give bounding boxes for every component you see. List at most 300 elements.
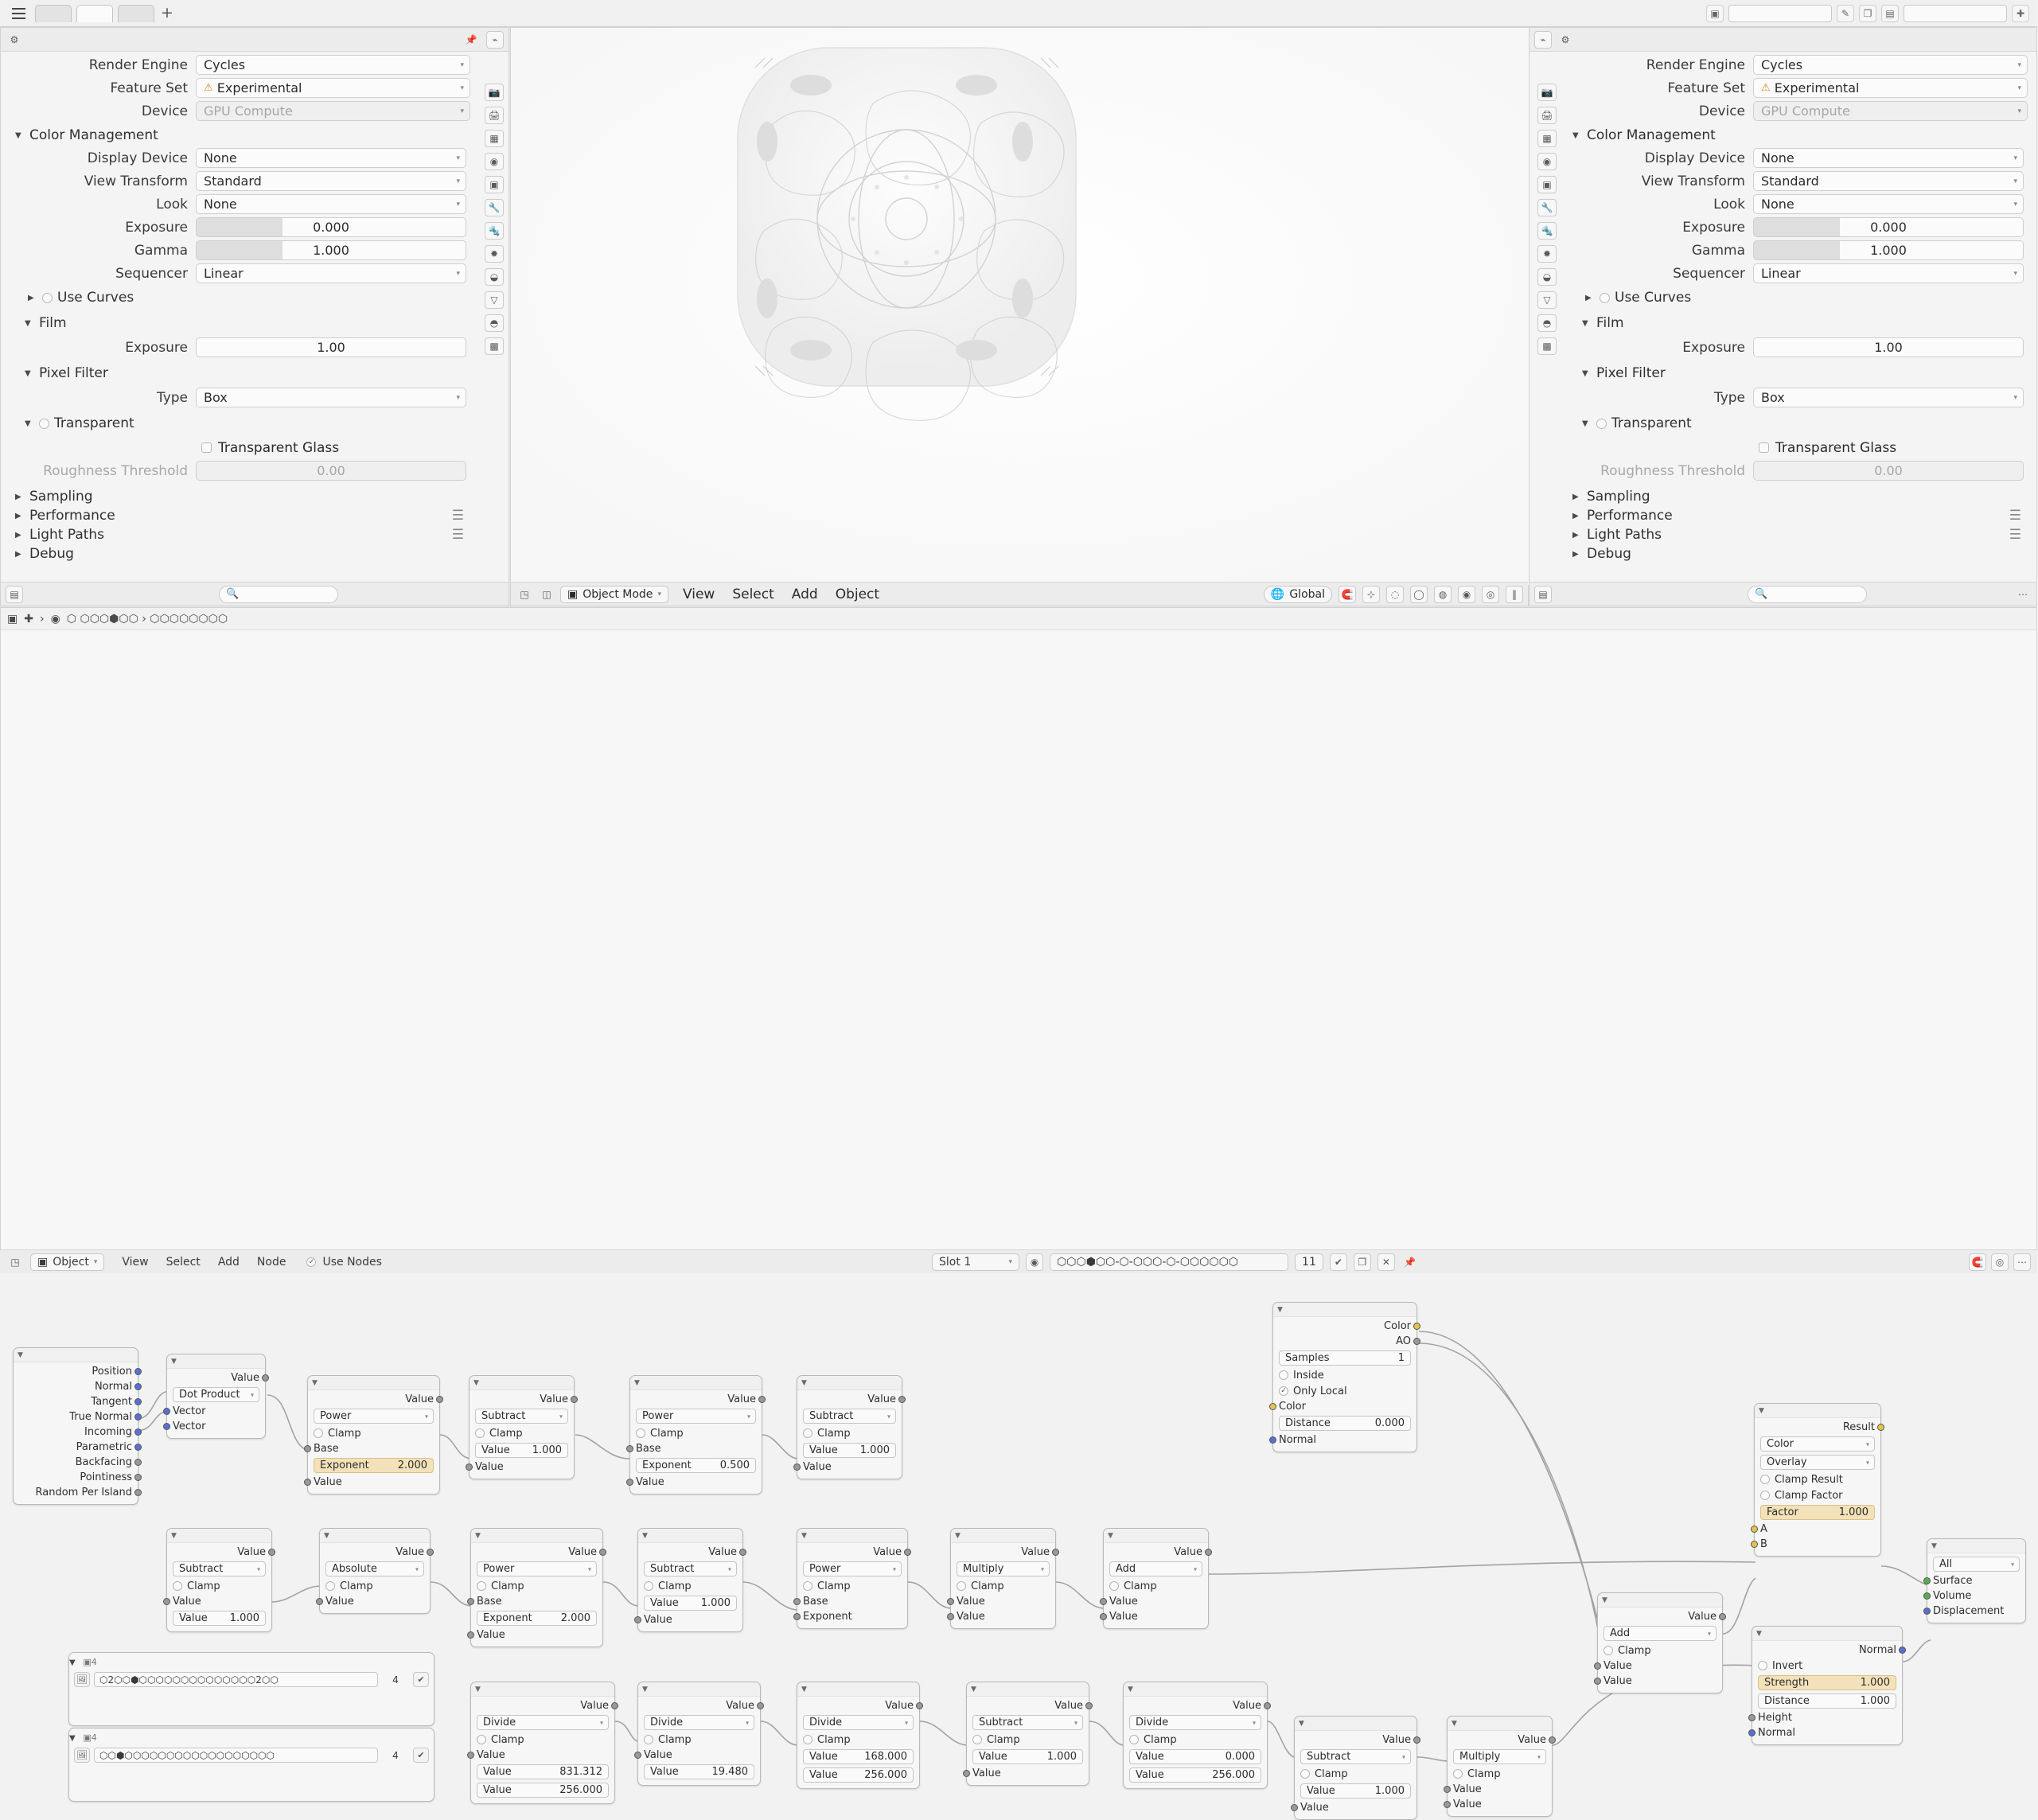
socket-in[interactable] bbox=[1269, 1403, 1276, 1410]
shader-node-editor[interactable] bbox=[0, 607, 2037, 1814]
node-socket-row[interactable] bbox=[173, 1372, 259, 1384]
fake-user-icon[interactable]: ✔ bbox=[413, 1748, 429, 1763]
node-socket-row[interactable] bbox=[173, 1546, 266, 1558]
preset-icon[interactable]: ☰ bbox=[2009, 508, 2021, 524]
clamp-toggle[interactable] bbox=[314, 1427, 434, 1440]
operation-dropdown[interactable] bbox=[644, 1561, 737, 1576]
socket-in[interactable] bbox=[304, 1479, 311, 1486]
tab-output[interactable]: 🖨 bbox=[485, 107, 504, 124]
node-header[interactable] bbox=[797, 1376, 902, 1390]
menu-view[interactable]: View bbox=[122, 1255, 149, 1269]
view-transform-dropdown[interactable] bbox=[196, 171, 466, 191]
tab-constraints[interactable]: ▽ bbox=[1537, 291, 1557, 309]
node-math-subtract-6[interactable] bbox=[1294, 1716, 1417, 1820]
node-socket-row[interactable] bbox=[477, 1629, 597, 1641]
socket-in[interactable] bbox=[467, 1752, 474, 1759]
socket-in[interactable] bbox=[466, 1463, 473, 1471]
node-socket-row[interactable] bbox=[1109, 1596, 1202, 1608]
node-socket-row[interactable] bbox=[803, 1611, 902, 1623]
socket-in[interactable] bbox=[947, 1598, 954, 1605]
node-header[interactable] bbox=[1752, 1627, 1902, 1641]
browse-image-icon[interactable]: 🖼 bbox=[74, 1748, 90, 1763]
clamp-toggle[interactable] bbox=[803, 1580, 902, 1592]
transparent-toggle[interactable] bbox=[39, 419, 49, 429]
node-socket-row[interactable] bbox=[325, 1546, 424, 1558]
node-header[interactable] bbox=[797, 1529, 907, 1543]
socket-out[interactable] bbox=[571, 1396, 578, 1403]
add-workspace-button[interactable]: + bbox=[161, 4, 173, 21]
fake-user-icon[interactable]: ✔ bbox=[1330, 1253, 1347, 1271]
exponent-field[interactable] bbox=[314, 1458, 434, 1473]
clamp-toggle[interactable] bbox=[644, 1733, 754, 1746]
clamp-toggle[interactable] bbox=[1300, 1767, 1411, 1780]
section-color-management[interactable] bbox=[1, 126, 478, 145]
scene-field[interactable] bbox=[1728, 5, 1832, 22]
new-scene-icon[interactable]: ✎ bbox=[1837, 5, 1854, 22]
look-dropdown[interactable] bbox=[1753, 194, 2024, 214]
socket-in[interactable] bbox=[1923, 1592, 1931, 1600]
tab-scene[interactable]: ◉ bbox=[1537, 153, 1557, 170]
editor-type-icon[interactable]: ⚙ bbox=[10, 33, 19, 45]
socket-in[interactable] bbox=[1269, 1436, 1276, 1444]
node-socket-row[interactable] bbox=[314, 1443, 434, 1455]
editor-type-icon[interactable]: ◳ bbox=[10, 1256, 20, 1268]
workspace-tab-3[interactable] bbox=[118, 5, 154, 22]
material-users-count[interactable]: 11 bbox=[1295, 1253, 1323, 1271]
section-use-curves[interactable] bbox=[1558, 288, 2036, 307]
device-dropdown[interactable] bbox=[1753, 101, 2028, 121]
node-socket-row[interactable] bbox=[803, 1461, 896, 1473]
section-performance[interactable] bbox=[1, 506, 478, 525]
transparent-glass-checkbox[interactable] bbox=[201, 442, 212, 453]
socket-in[interactable] bbox=[1751, 1526, 1758, 1533]
blend-mode-dropdown[interactable] bbox=[1760, 1455, 1875, 1470]
socket-out[interactable] bbox=[739, 1549, 746, 1556]
socket-out[interactable] bbox=[611, 1702, 618, 1709]
workspace-tab-2[interactable] bbox=[76, 5, 113, 22]
socket-out[interactable] bbox=[134, 1474, 142, 1481]
node-socket-row[interactable] bbox=[1760, 1523, 1875, 1535]
clamp-toggle[interactable] bbox=[173, 1580, 266, 1592]
node-socket-row[interactable] bbox=[477, 1749, 609, 1761]
node-image-texture-2[interactable] bbox=[68, 1728, 434, 1802]
node-socket-row[interactable] bbox=[19, 1396, 132, 1408]
node-socket-row[interactable] bbox=[325, 1596, 424, 1608]
node-socket-row[interactable] bbox=[477, 1700, 609, 1712]
add-node-icon[interactable]: ✚ bbox=[24, 612, 33, 626]
pin-icon[interactable]: 📌 bbox=[465, 33, 477, 45]
section-use-curves[interactable] bbox=[1, 288, 478, 307]
render-engine-dropdown[interactable] bbox=[196, 55, 470, 75]
tab-particles[interactable]: ✹ bbox=[485, 245, 504, 263]
socket-out[interactable] bbox=[1205, 1549, 1212, 1556]
node-socket-row[interactable] bbox=[19, 1487, 132, 1498]
node-math-add-2[interactable] bbox=[1597, 1592, 1723, 1693]
shading-material-icon[interactable]: ◉ bbox=[1458, 586, 1475, 603]
node-socket-row[interactable] bbox=[19, 1456, 132, 1468]
value-field[interactable] bbox=[477, 1764, 609, 1779]
node-math-subtract-1[interactable] bbox=[469, 1375, 575, 1479]
node-socket-row[interactable] bbox=[475, 1461, 568, 1473]
editor-type-icon[interactable]: ⚙ bbox=[1561, 33, 1570, 45]
editor-type-icon[interactable]: ◳ bbox=[520, 588, 529, 600]
snap-magnet-icon[interactable]: 🧲 bbox=[1339, 586, 1356, 603]
operation-dropdown[interactable] bbox=[803, 1409, 896, 1424]
distance-field[interactable] bbox=[1279, 1416, 1411, 1431]
node-mix-rgb-overlay[interactable] bbox=[1754, 1403, 1881, 1557]
samples-field[interactable] bbox=[1279, 1350, 1411, 1366]
node-math-multiply-1[interactable] bbox=[950, 1528, 1056, 1629]
browse-image-icon[interactable]: 🖼 bbox=[74, 1672, 90, 1687]
socket-out[interactable] bbox=[427, 1549, 434, 1556]
tab-data[interactable]: ◓ bbox=[1537, 314, 1557, 332]
node-header[interactable] bbox=[630, 1376, 762, 1390]
copy-scene-icon[interactable]: ❐ bbox=[1859, 5, 1876, 22]
view-transform-dropdown[interactable] bbox=[1753, 171, 2024, 191]
node-header[interactable] bbox=[14, 1348, 138, 1362]
workspace-tab-1[interactable] bbox=[35, 5, 72, 22]
transparent-glass-checkbox[interactable] bbox=[1759, 442, 1769, 453]
operation-dropdown[interactable] bbox=[1453, 1749, 1546, 1764]
node-socket-row[interactable] bbox=[1279, 1335, 1411, 1347]
section-debug[interactable] bbox=[1, 544, 478, 563]
node-socket-row[interactable] bbox=[636, 1476, 756, 1488]
node-socket-row[interactable] bbox=[477, 1596, 597, 1608]
node-material-output[interactable] bbox=[1927, 1538, 2026, 1623]
socket-out[interactable] bbox=[134, 1459, 142, 1466]
node-socket-row[interactable] bbox=[644, 1749, 754, 1761]
tab-modifiers[interactable]: 🔩 bbox=[485, 222, 504, 240]
image-name-field[interactable]: ⬡2⬡⬡⬢⬡⬡⬡⬡⬡⬡⬡⬡⬡⬡⬡⬡⬡⬡2⬡⬡ bbox=[94, 1672, 378, 1687]
roughness-threshold-field[interactable]: 0.00 bbox=[1753, 461, 2024, 481]
image-selector-row[interactable] bbox=[69, 1669, 434, 1690]
menu-select[interactable]: Select bbox=[166, 1255, 201, 1269]
node-socket-row[interactable] bbox=[19, 1426, 132, 1438]
tool-icon[interactable]: ⌁ bbox=[1534, 31, 1552, 49]
socket-in[interactable] bbox=[163, 1423, 170, 1430]
look-dropdown[interactable] bbox=[196, 194, 466, 214]
preset-icon[interactable]: ☰ bbox=[2009, 527, 2021, 543]
socket-out[interactable] bbox=[1899, 1647, 1906, 1654]
socket-in[interactable] bbox=[1748, 1714, 1755, 1721]
operation-dropdown[interactable] bbox=[803, 1561, 902, 1576]
operation-dropdown[interactable] bbox=[972, 1715, 1083, 1730]
value-field[interactable] bbox=[475, 1443, 568, 1458]
node-math-multiply-2[interactable] bbox=[1447, 1716, 1553, 1817]
operation-dropdown[interactable] bbox=[803, 1715, 914, 1730]
socket-out[interactable] bbox=[898, 1396, 906, 1403]
material-name-field[interactable] bbox=[1050, 1253, 1288, 1271]
node-socket-row[interactable] bbox=[19, 1381, 132, 1393]
node-socket-row[interactable] bbox=[1279, 1320, 1411, 1332]
operation-dropdown[interactable] bbox=[475, 1409, 568, 1424]
clamp-toggle[interactable] bbox=[477, 1580, 597, 1592]
node-socket-row[interactable] bbox=[1760, 1421, 1875, 1433]
socket-in[interactable] bbox=[626, 1445, 633, 1452]
pixel-filter-type-dropdown[interactable] bbox=[196, 388, 466, 407]
node-header[interactable] bbox=[320, 1529, 430, 1543]
value-field[interactable] bbox=[803, 1767, 914, 1783]
node-header[interactable] bbox=[69, 1728, 434, 1744]
clamp-toggle[interactable] bbox=[972, 1733, 1083, 1746]
node-socket-row[interactable] bbox=[1453, 1734, 1546, 1746]
socket-in[interactable] bbox=[626, 1479, 633, 1486]
node-header[interactable] bbox=[951, 1529, 1055, 1543]
node-socket-row[interactable] bbox=[1279, 1401, 1411, 1413]
invert-toggle[interactable] bbox=[1758, 1659, 1896, 1672]
value-field[interactable] bbox=[173, 1611, 266, 1626]
tab-physics[interactable]: ◒ bbox=[485, 268, 504, 286]
socket-in[interactable] bbox=[793, 1598, 801, 1605]
tab-data[interactable]: ◓ bbox=[485, 314, 504, 332]
node-image-texture-1[interactable] bbox=[68, 1652, 434, 1726]
tab-material[interactable]: ▩ bbox=[1537, 337, 1557, 355]
value-field[interactable] bbox=[1129, 1749, 1261, 1764]
roughness-threshold-field[interactable]: 0.00 bbox=[196, 461, 466, 481]
preset-icon[interactable]: ☰ bbox=[451, 508, 464, 524]
node-math-divide-4[interactable] bbox=[1123, 1682, 1268, 1789]
node-socket-row[interactable] bbox=[644, 1700, 754, 1712]
options-icon[interactable]: ⋯ bbox=[2018, 588, 2028, 600]
node-header[interactable] bbox=[471, 1529, 602, 1543]
section-pixel-filter[interactable] bbox=[1558, 364, 2036, 383]
distance-field[interactable] bbox=[1758, 1693, 1896, 1709]
operation-dropdown[interactable] bbox=[477, 1561, 597, 1576]
socket-in[interactable] bbox=[1100, 1598, 1107, 1605]
exponent-field[interactable] bbox=[636, 1458, 756, 1473]
node-math-subtract-3[interactable] bbox=[166, 1528, 272, 1632]
node-socket-row[interactable] bbox=[19, 1441, 132, 1453]
shading-wireframe-icon[interactable]: ◯ bbox=[1410, 586, 1428, 603]
node-math-power-3[interactable] bbox=[470, 1528, 603, 1647]
sequencer-dropdown[interactable] bbox=[196, 263, 466, 283]
node-socket-row[interactable] bbox=[957, 1596, 1050, 1608]
socket-out[interactable] bbox=[1719, 1613, 1726, 1620]
node-socket-row[interactable] bbox=[1300, 1734, 1411, 1746]
socket-in[interactable] bbox=[316, 1598, 323, 1605]
tab-world[interactable]: ▣ bbox=[1537, 176, 1557, 193]
operation-dropdown[interactable] bbox=[325, 1561, 424, 1576]
tab-render[interactable]: 📷 bbox=[485, 84, 504, 101]
socket-in[interactable] bbox=[1923, 1608, 1931, 1615]
node-socket-row[interactable] bbox=[1604, 1611, 1717, 1623]
node-socket-row[interactable] bbox=[1453, 1799, 1546, 1810]
proportional-edit-icon[interactable]: ◌ bbox=[1386, 586, 1404, 603]
transform-orientation-dropdown[interactable] bbox=[1264, 586, 1332, 603]
browse-material-icon[interactable]: ◉ bbox=[1026, 1253, 1043, 1271]
search-input[interactable]: 🔍 bbox=[219, 586, 338, 603]
operation-dropdown[interactable] bbox=[1129, 1715, 1261, 1730]
clamp-toggle[interactable] bbox=[1453, 1767, 1546, 1780]
section-transparent[interactable] bbox=[1558, 414, 2036, 433]
section-sampling[interactable] bbox=[1558, 487, 2036, 506]
node-header[interactable] bbox=[1104, 1529, 1208, 1543]
strength-field[interactable] bbox=[1758, 1675, 1896, 1690]
socket-out[interactable] bbox=[1549, 1736, 1556, 1744]
value-field[interactable] bbox=[972, 1749, 1083, 1764]
node-socket-row[interactable] bbox=[803, 1700, 914, 1712]
operation-dropdown[interactable] bbox=[1109, 1561, 1202, 1576]
node-header[interactable] bbox=[638, 1682, 760, 1697]
value-field[interactable] bbox=[1300, 1783, 1411, 1799]
socket-out[interactable] bbox=[1413, 1323, 1420, 1330]
viewport-gizmo-icon[interactable]: ◫ bbox=[542, 588, 551, 600]
section-film[interactable] bbox=[1558, 314, 2036, 333]
socket-out[interactable] bbox=[1085, 1702, 1093, 1709]
socket-out[interactable] bbox=[134, 1383, 142, 1390]
unlink-material-icon[interactable]: ✕ bbox=[1378, 1253, 1395, 1271]
node-socket-row[interactable] bbox=[1300, 1802, 1411, 1814]
tab-world[interactable]: ▣ bbox=[485, 176, 504, 193]
node-socket-row[interactable] bbox=[972, 1700, 1083, 1712]
factor-field[interactable] bbox=[1760, 1505, 1875, 1520]
snap-node-icon[interactable]: 🧲 bbox=[1969, 1253, 1986, 1271]
socket-out[interactable] bbox=[904, 1549, 911, 1556]
operation-dropdown[interactable] bbox=[1300, 1749, 1411, 1764]
socket-in[interactable] bbox=[947, 1613, 954, 1620]
operation-dropdown[interactable] bbox=[1604, 1626, 1717, 1641]
clamp-toggle[interactable] bbox=[1604, 1644, 1717, 1657]
node-socket-row[interactable] bbox=[1758, 1712, 1896, 1724]
new-view-layer-icon[interactable]: ✚ bbox=[2012, 5, 2029, 22]
socket-out[interactable] bbox=[758, 1396, 766, 1403]
operation-dropdown[interactable] bbox=[644, 1715, 754, 1730]
inside-toggle[interactable] bbox=[1279, 1369, 1411, 1382]
clamp-factor-toggle[interactable] bbox=[1760, 1489, 1875, 1502]
socket-out[interactable] bbox=[599, 1549, 606, 1556]
node-header[interactable] bbox=[470, 1376, 574, 1390]
socket-out[interactable] bbox=[134, 1428, 142, 1436]
section-performance[interactable] bbox=[1558, 506, 2036, 525]
node-socket-row[interactable] bbox=[644, 1614, 737, 1626]
node-socket-row[interactable] bbox=[1453, 1783, 1546, 1795]
tab-modifiers[interactable]: 🔩 bbox=[1537, 222, 1557, 240]
node-socket-row[interactable] bbox=[1933, 1575, 2020, 1587]
socket-in[interactable] bbox=[1751, 1541, 1758, 1548]
pause-render-icon[interactable]: ‖ bbox=[1506, 586, 1523, 603]
tab-particles[interactable]: ✹ bbox=[1537, 245, 1557, 263]
menu-view[interactable]: View bbox=[682, 586, 715, 602]
node-header[interactable] bbox=[1598, 1593, 1722, 1608]
socket-in[interactable] bbox=[1100, 1613, 1107, 1620]
menu-object[interactable]: Object bbox=[835, 586, 880, 602]
node-socket-row[interactable] bbox=[972, 1767, 1083, 1779]
socket-in[interactable] bbox=[793, 1613, 801, 1620]
film-exposure-field[interactable]: 1.00 bbox=[196, 337, 466, 357]
node-math-power-2[interactable] bbox=[629, 1375, 762, 1495]
node-socket-row[interactable] bbox=[1129, 1700, 1261, 1712]
exposure-slider[interactable]: 0.000 bbox=[1753, 217, 2024, 237]
feature-set-dropdown[interactable] bbox=[1753, 78, 2028, 98]
pin-icon[interactable]: 📌 bbox=[1404, 1256, 1416, 1268]
node-header[interactable] bbox=[471, 1682, 614, 1697]
node-math-absolute[interactable] bbox=[319, 1528, 431, 1614]
clamp-toggle[interactable] bbox=[475, 1427, 568, 1440]
preset-icon[interactable]: ☰ bbox=[451, 527, 464, 543]
section-light-paths[interactable] bbox=[1, 525, 478, 544]
node-socket-row[interactable] bbox=[475, 1393, 568, 1405]
socket-out[interactable] bbox=[134, 1398, 142, 1405]
use-curves-toggle[interactable] bbox=[42, 293, 53, 303]
view-layer-field[interactable] bbox=[1904, 5, 2007, 22]
socket-out[interactable] bbox=[436, 1396, 443, 1403]
node-socket-row[interactable] bbox=[1758, 1727, 1896, 1739]
socket-out[interactable] bbox=[262, 1374, 269, 1382]
device-dropdown[interactable] bbox=[196, 101, 470, 121]
node-socket-row[interactable] bbox=[803, 1596, 902, 1608]
socket-out[interactable] bbox=[1877, 1424, 1884, 1431]
tab-object[interactable]: 🔧 bbox=[485, 199, 504, 216]
clamp-toggle[interactable] bbox=[636, 1427, 756, 1440]
socket-out[interactable] bbox=[268, 1549, 275, 1556]
socket-in[interactable] bbox=[163, 1598, 170, 1605]
node-header[interactable] bbox=[1124, 1682, 1267, 1697]
socket-out[interactable] bbox=[134, 1413, 142, 1421]
node-socket-row[interactable] bbox=[803, 1546, 902, 1558]
node-socket-row[interactable] bbox=[173, 1421, 259, 1432]
section-sampling[interactable] bbox=[1, 487, 478, 506]
tool-icon[interactable]: ⌁ bbox=[486, 31, 504, 49]
operation-dropdown[interactable] bbox=[636, 1409, 756, 1424]
socket-in[interactable] bbox=[304, 1445, 311, 1452]
node-socket-row[interactable] bbox=[314, 1476, 434, 1488]
menu-select[interactable]: Select bbox=[732, 586, 774, 602]
clamp-toggle[interactable] bbox=[803, 1427, 896, 1440]
section-pixel-filter[interactable] bbox=[1, 364, 478, 383]
node-socket-row[interactable] bbox=[19, 1471, 132, 1483]
section-color-management[interactable] bbox=[1558, 126, 2036, 145]
search-input[interactable]: 🔍 bbox=[1748, 586, 1867, 603]
node-math-subtract-4[interactable] bbox=[637, 1528, 743, 1632]
menu-add[interactable]: Add bbox=[791, 586, 818, 602]
node-vector-math-dot-product[interactable] bbox=[166, 1354, 266, 1439]
socket-in[interactable] bbox=[1444, 1786, 1451, 1793]
node-socket-row[interactable] bbox=[957, 1611, 1050, 1623]
node-socket-row[interactable] bbox=[1604, 1675, 1717, 1687]
socket-in[interactable] bbox=[1291, 1804, 1298, 1811]
tab-constraints[interactable]: ▽ bbox=[485, 291, 504, 309]
shading-rendered-icon[interactable]: ◎ bbox=[1482, 586, 1499, 603]
node-socket-row[interactable] bbox=[173, 1596, 266, 1608]
clamp-toggle[interactable] bbox=[325, 1580, 424, 1592]
socket-in[interactable] bbox=[1594, 1662, 1601, 1670]
section-transparent[interactable] bbox=[1, 414, 478, 433]
section-film[interactable] bbox=[1, 314, 478, 333]
shading-solid-icon[interactable]: ◍ bbox=[1434, 586, 1452, 603]
node-socket-row[interactable] bbox=[636, 1393, 756, 1405]
node-ambient-occlusion[interactable] bbox=[1272, 1302, 1417, 1452]
socket-in[interactable] bbox=[1748, 1729, 1755, 1736]
operation-dropdown[interactable] bbox=[477, 1715, 609, 1730]
menu-node[interactable]: Node bbox=[256, 1255, 286, 1269]
overlays-icon[interactable]: ◎ bbox=[1991, 1253, 2009, 1271]
render-engine-dropdown[interactable] bbox=[1753, 55, 2028, 75]
node-socket-row[interactable] bbox=[636, 1443, 756, 1455]
target-dropdown[interactable] bbox=[1933, 1557, 2020, 1572]
node-header[interactable] bbox=[308, 1376, 439, 1390]
image-name-field[interactable]: ⬡⬡⬢⬡⬡⬡⬡⬡⬡⬡⬡⬡⬡⬡⬡⬡⬡⬡⬡⬡⬡ bbox=[94, 1748, 378, 1763]
node-socket-row[interactable] bbox=[1109, 1611, 1202, 1623]
node-context-selector[interactable]: ▣ Object ▾ bbox=[30, 1253, 104, 1271]
socket-out[interactable] bbox=[916, 1702, 923, 1709]
viewport-canvas[interactable] bbox=[511, 28, 1528, 606]
slot-dropdown[interactable]: Slot 1 ▾ bbox=[932, 1253, 1019, 1271]
fake-user-icon[interactable]: ✔ bbox=[413, 1672, 429, 1687]
value-field[interactable] bbox=[1129, 1767, 1261, 1783]
node-socket-row[interactable] bbox=[173, 1405, 259, 1417]
node-geometry[interactable] bbox=[13, 1347, 138, 1505]
node-socket-row[interactable] bbox=[1933, 1590, 2020, 1602]
